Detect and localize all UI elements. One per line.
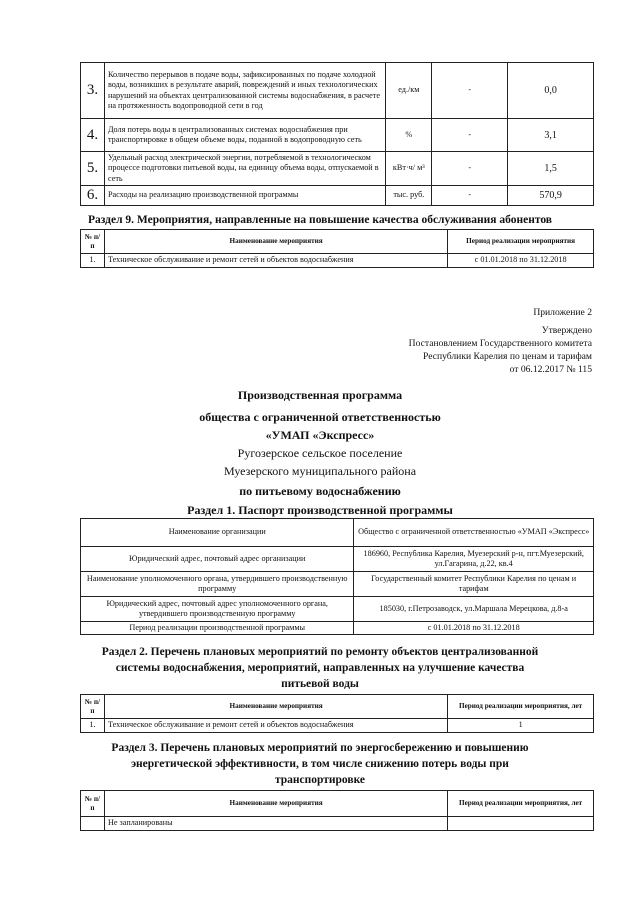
measure-name: Техническое обслуживание и ремонт сетей и объектов водоснабжения [104,254,447,268]
table-row [81,547,594,572]
section9-table [80,229,594,268]
approval-line-3: от 06.12.2017 № 115 [509,364,592,375]
indicators-table [80,62,594,206]
indicator-base: - [432,185,508,205]
indicator-base: - [432,119,508,152]
program-title: Производственная программа [237,388,403,402]
col-num-header: № п/п [81,230,105,254]
section1-title: Раздел 1. Паспорт производственной программы [187,503,453,517]
indicator-unit: тыс. руб. [386,185,432,205]
row-number: 5. [81,152,105,186]
indicator-unit: кВт·ч/ м³ [386,152,432,186]
indicator-name: Расходы на реализацию производственной программы [104,185,385,205]
appendix-label: Приложение 2 [533,307,592,318]
indicator-value: 3,1 [508,119,594,152]
passport-label: Юридический адрес, почтовый адрес уполномоченного органа, утвердившего производственную программу [81,597,354,622]
indicator-name: Доля потерь воды в централизованных системах водоснабжения при транспортировке в общем объеме воды, поданной в водопроводную сеть [104,119,385,152]
measure-period: 1 [448,719,594,733]
table-header-row [81,791,594,817]
passport-value: Общество с ограниченной ответственностью «УМАП «Экспресс» [354,519,594,547]
row-number: 1. [81,254,105,268]
section3-table [80,790,594,831]
col-period-header: Период реализации мероприятия, лет [448,791,594,817]
section3-title-line-1: Раздел 3. Перечень плановых мероприятий по энергосбережению и повышению [111,742,529,754]
passport-value: 186960, Республика Карелия, Муезерский р-н, пгт.Муезерский, ул.Гагарина, д.22, кв.4 [354,547,594,572]
table-row [81,572,594,597]
col-name-header: Наименование мероприятия [104,695,447,719]
program-place-line-2: Муезерского муниципального района [223,464,417,478]
passport-value: 185030, г.Петрозаводск, ул.Маршала Мерецкова, д.8-а [354,597,594,622]
indicator-value: 0,0 [508,63,594,119]
passport-value: Государственный комитет Республики Карелия по ценам и тарифам [354,572,594,597]
col-period-header: Период реализации мероприятия, лет [448,695,594,719]
indicator-value: 1,5 [508,152,594,186]
indicator-base: - [432,152,508,186]
row-number: 6. [81,185,105,205]
program-org-line-2: «УМАП «Экспресс» [265,428,375,442]
section3-title-line-3: транспортировке [274,774,366,786]
table-row [81,152,594,186]
table-row [81,817,594,831]
indicator-base: - [432,63,508,119]
col-num-header: № п/п [81,695,105,719]
table-row [81,719,594,733]
approval-line-2: Республики Карелия по ценам и тарифам [422,351,592,362]
table-row [81,254,594,268]
col-num-header: № п/п [81,791,105,817]
table-row [81,622,594,635]
approval-line-1: Постановлением Государственного комитета [408,338,592,349]
passport-label: Наименование организации [81,519,354,547]
approved-label: Утверждено [541,325,592,336]
table-row [81,185,594,205]
measure-name: Не запланированы [104,817,447,831]
indicator-name: Удельный расход электрической энергии, потребляемой в технологическом процессе подготовки питьевой воды, на единицу объема воды, отпускаемой в сеть [104,152,385,186]
row-number [81,817,105,831]
passport-label: Юридический адрес, почтовый адрес организации [81,547,354,572]
row-number: 3. [81,63,105,119]
measure-period: с 01.01.2018 по 31.12.2018 [448,254,594,268]
table-row [81,519,594,547]
col-period-header: Период реализации мероприятия [448,230,594,254]
section3-title-line-2: энергетической эффективности, в том числе снижению потерь воды при [131,758,509,770]
section2-title-line-1: Раздел 2. Перечень плановых мероприятий по ремонту объектов централизованной [101,646,539,658]
section2-table [80,694,594,733]
passport-label: Наименование уполномоченного органа, утвердившего производственную программу [81,572,354,597]
passport-value: с 01.01.2018 по 31.12.2018 [354,622,594,635]
indicator-value: 570,9 [508,185,594,205]
program-place-line-1: Ругозерское сельское поселение [237,446,403,460]
table-header-row [81,230,594,254]
passport-label: Период реализации производственной программы [81,622,354,635]
table-header-row [81,695,594,719]
passport-table [80,518,594,635]
program-scope: по питьевому водоснабжению [239,484,401,498]
table-row [81,119,594,152]
col-name-header: Наименование мероприятия [104,230,447,254]
row-number: 1. [81,719,105,733]
indicator-unit: % [386,119,432,152]
section2-title-line-2: системы водоснабжения, мероприятий, направленных на улучшение качества [115,662,525,674]
program-org-line-1: общества с ограниченной ответственностью [199,410,441,424]
measure-period [448,817,594,831]
indicator-unit: ед./км [386,63,432,119]
indicator-name: Количество перерывов в подаче воды, зафиксированных по подаче холодной воды, возникших в результате аварий, повреждений и иных технологических нарушений на объектах централизованной системы водоснабжения, в расчете на протяженность водопроводной сети в год [104,63,385,119]
section2-title-line-3: питьевой воды [281,678,359,690]
row-number: 4. [81,119,105,152]
col-name-header: Наименование мероприятия [104,791,447,817]
table-row [81,597,594,622]
measure-name: Техническое обслуживание и ремонт сетей и объектов водоснабжения [104,719,447,733]
table-row [81,63,594,119]
section9-title: Раздел 9. Мероприятия, направленные на повышение качества обслуживания абонентов [87,214,552,226]
